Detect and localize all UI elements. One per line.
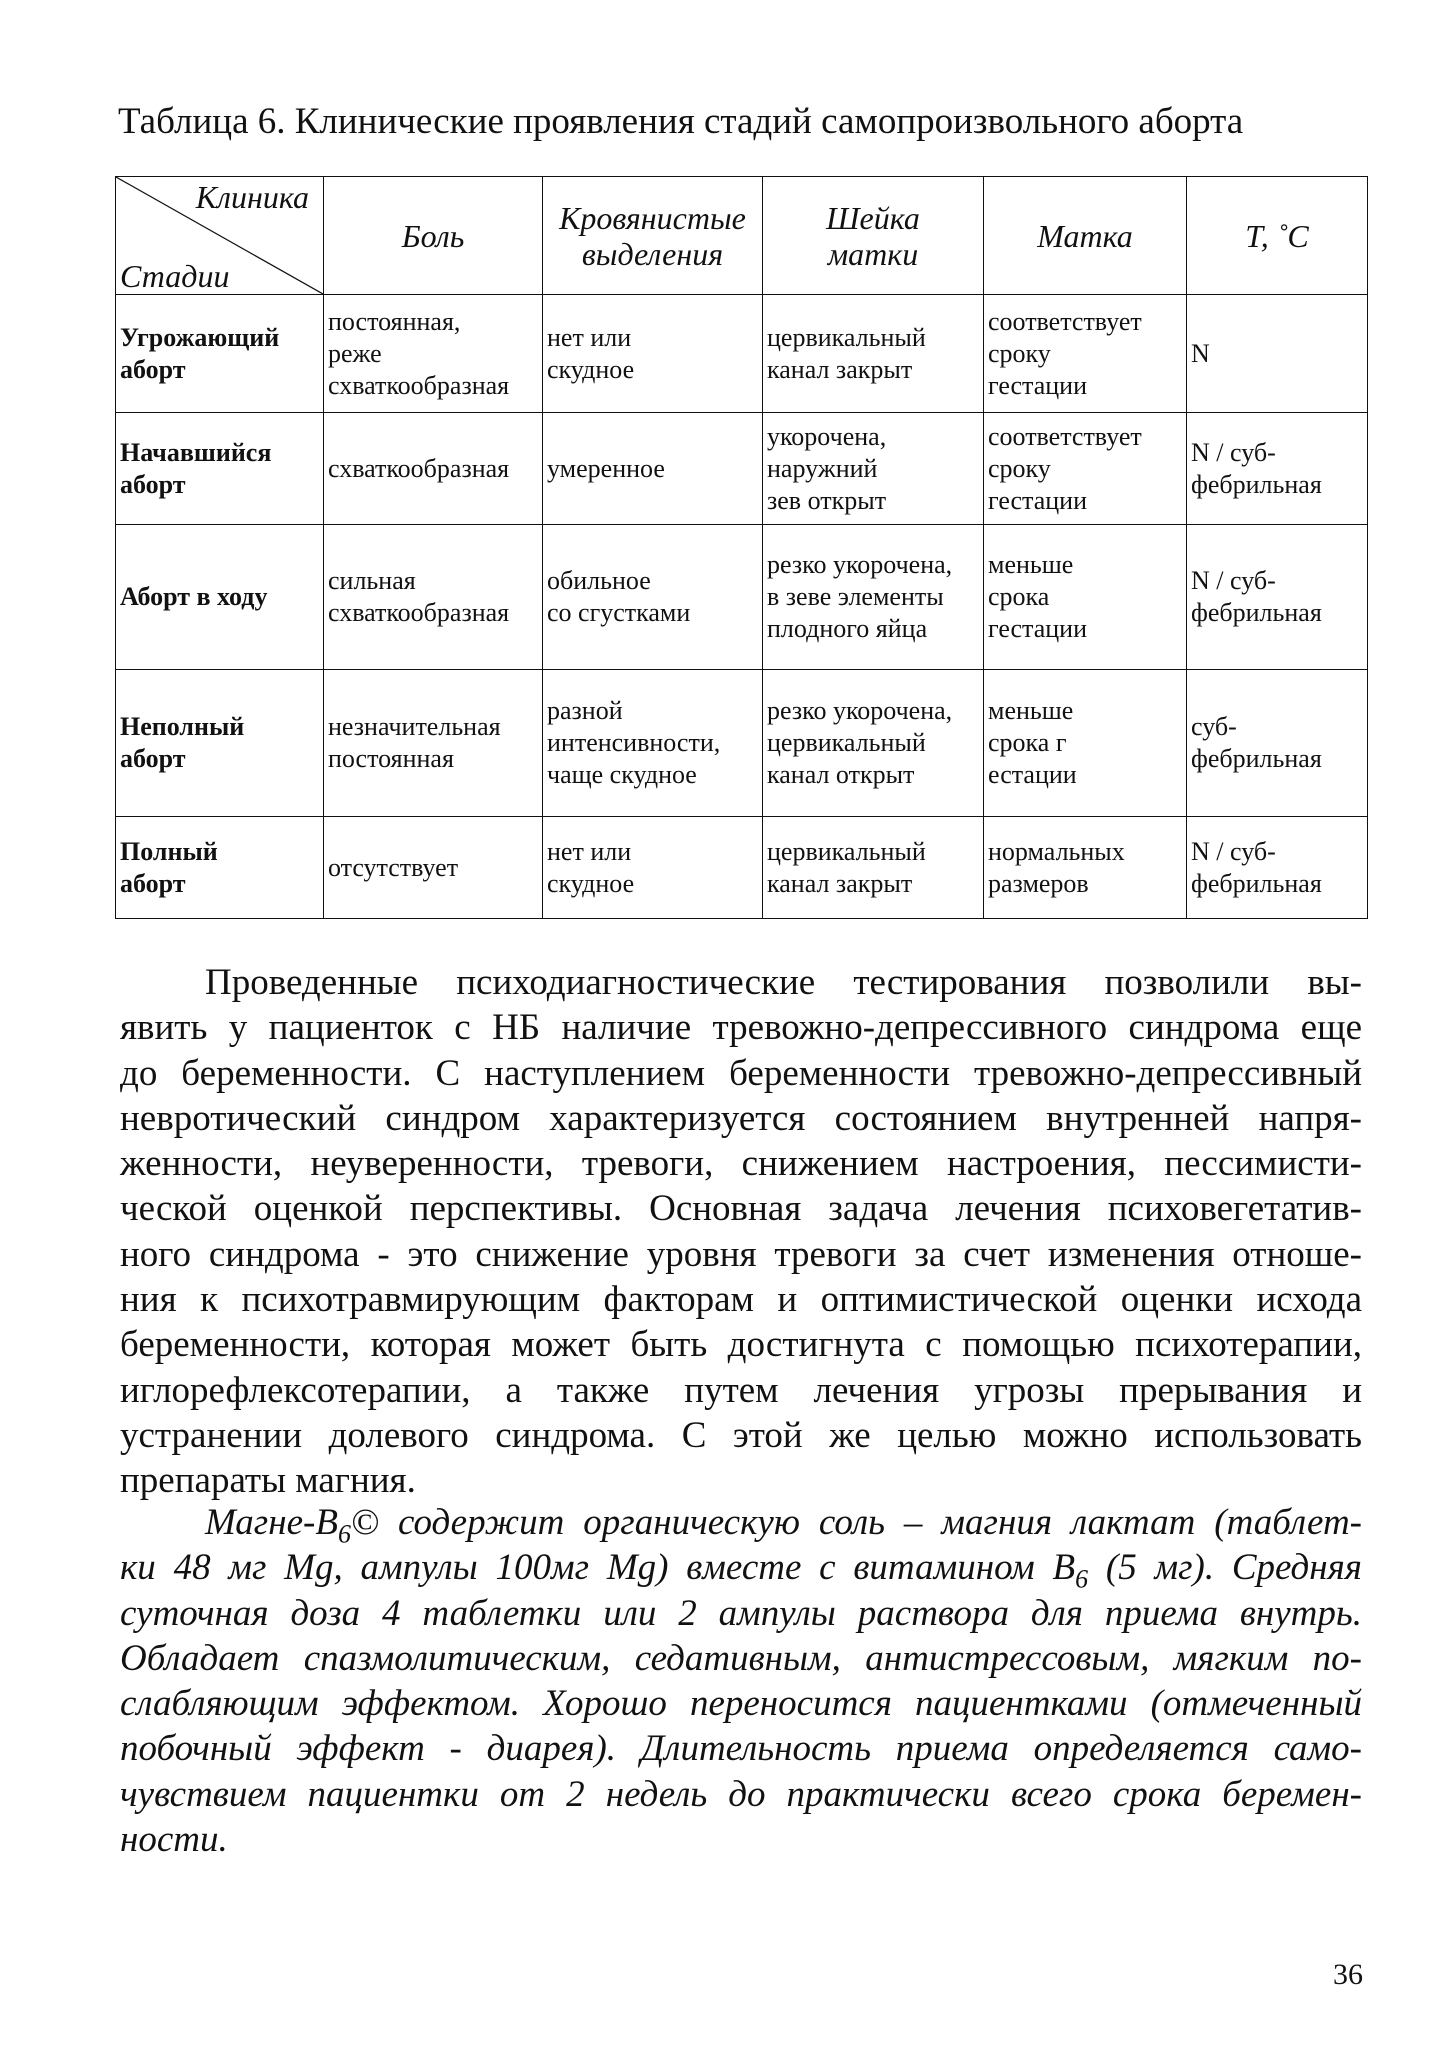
body-paragraph (120, 960, 1362, 1504)
table-header-row (116, 177, 1368, 295)
paragraph-line: ния к психотравмирующим факторам и оптимистической оценки исхода (120, 1279, 1362, 1321)
paragraph-line: ки 48 мг Mg, ампулы 100мг Mg) вместе с витамином $В_6$ (5 мг). Средняя (120, 1547, 1363, 1594)
cervix-cell: резко укорочена, цервикальный канал открыт (763, 670, 984, 817)
pain-cell: незначительная постоянная (324, 670, 543, 817)
table-row (116, 670, 1368, 817)
header-temperature: T, ˚C (1187, 177, 1368, 295)
uterus-cell: меньше срока г естации (984, 670, 1187, 817)
paragraph-line: слабляющим эффектом. Хорошо переносится пациентками (отмеченный (120, 1683, 1362, 1725)
pain-cell: схваткообразная (324, 413, 543, 525)
uterus-cell: соответствует сроку гестации (984, 413, 1187, 525)
paragraph-line: женности, неуверенности, тревоги, снижением настроения, пессимисти- (120, 1143, 1362, 1185)
cervix-cell: резко укорочена, в зеве элементы плодного яйца (763, 525, 984, 670)
header-bleeding: Кровянистые выделения (543, 177, 763, 295)
temperature-cell: N / суб- фебрильная (1187, 817, 1368, 919)
stage-cell: Начавшийся аборт (116, 413, 324, 525)
paragraph-line: ного синдрома - это снижение уровня тревоги за счет изменения отноше- (120, 1233, 1362, 1275)
bleeding-cell: обильное со сгустками (543, 525, 763, 670)
paragraph-line: побочный эффект - диарея). Длительность приема определяется само- (120, 1728, 1362, 1770)
paragraph-line: устранении долевого синдрома. С этой же целью можно использовать (120, 1414, 1362, 1456)
cervix-cell: цервикальный канал закрыт (763, 295, 984, 413)
header-uterus: Матка (984, 177, 1187, 295)
temperature-cell: N / суб- фебрильная (1187, 525, 1368, 670)
header-pain: Боль (324, 177, 543, 295)
stage-cell: Полный аборт (116, 817, 324, 919)
stage-cell: Неполный аборт (116, 670, 324, 817)
paragraph-line: беременности, которая может быть достигнута с помощью психотерапии, (120, 1324, 1362, 1366)
paragraph-line: суточная доза 4 таблетки или 2 ампулы раствора для приема внутрь. (120, 1592, 1362, 1634)
uterus-cell: соответствует сроку гестации (984, 295, 1187, 413)
uterus-cell: меньше срока гестации (984, 525, 1187, 670)
corner-label-stages: Стадии (120, 258, 230, 294)
bleeding-cell: умеренное (543, 413, 763, 525)
paragraph-line: Обладает спазмолитическим, седативным, антистрессовым, мягким по- (120, 1637, 1362, 1679)
cervix-cell: укорочена, наружний зев открыт (763, 413, 984, 525)
paragraph-line: явить у пациенток с НБ наличие тревожно-депрессивного синдрома еще (120, 1007, 1362, 1049)
paragraph-line: чувствием пациентки от 2 недель до практически всего срока беремен- (120, 1773, 1362, 1815)
pain-cell: отсутствует (324, 817, 543, 919)
header-cervix: Шейка матки (763, 177, 984, 295)
table-row (116, 413, 1368, 525)
pain-cell: сильная схваткообразная (324, 525, 543, 670)
bleeding-cell: нет или скудное (543, 817, 763, 919)
temperature-cell: N (1187, 295, 1368, 413)
clinical-table (115, 176, 1368, 919)
paragraph-line: Магне-$В_6©$ содержит органическую соль – магния лактат (таблет- (205, 1502, 1362, 1549)
paragraph-line: иглорефлексотерапии, а также путем лечения угрозы прерывания и (120, 1369, 1362, 1411)
table-row (116, 295, 1368, 413)
bleeding-cell: разной интенсивности, чаще скудное (543, 670, 763, 817)
paragraph-line: до беременности. С наступлением беременности тревожно-депрессивный (120, 1052, 1362, 1094)
paragraph-line: препараты магния. (120, 1460, 416, 1502)
temperature-cell: N / суб- фебрильная (1187, 413, 1368, 525)
cervix-cell: цервикальный канал закрыт (763, 817, 984, 919)
uterus-cell: нормальных размеров (984, 817, 1187, 919)
paragraph-line: невротический синдром характеризуется состоянием внутренней напря- (120, 1097, 1362, 1139)
temperature-cell: суб- фебрильная (1187, 670, 1368, 817)
paragraph-line: ности. (120, 1819, 228, 1861)
table-caption: Таблица 6. Клинические проявления стадий самопроизвольного аборта (118, 101, 1244, 142)
table-row (116, 817, 1368, 919)
stage-cell: Аборт в ходу (116, 525, 324, 670)
corner-label-clinic: Клиника (195, 179, 309, 215)
paragraph-line: Проведенные психодиагностические тестирования позволили вы- (205, 962, 1362, 1003)
page-number: 36 (1333, 1958, 1363, 1991)
corner-header-cell (116, 177, 324, 295)
bleeding-cell: нет или скудное (543, 295, 763, 413)
pain-cell: постоянная, реже схваткообразная (324, 295, 543, 413)
italic-drug-paragraph (120, 1500, 1362, 1862)
stage-cell: Угрожающий аборт (116, 295, 324, 413)
table-row (116, 525, 1368, 670)
paragraph-line: ческой оценкой перспективы. Основная задача лечения психовегетатив- (120, 1188, 1362, 1230)
